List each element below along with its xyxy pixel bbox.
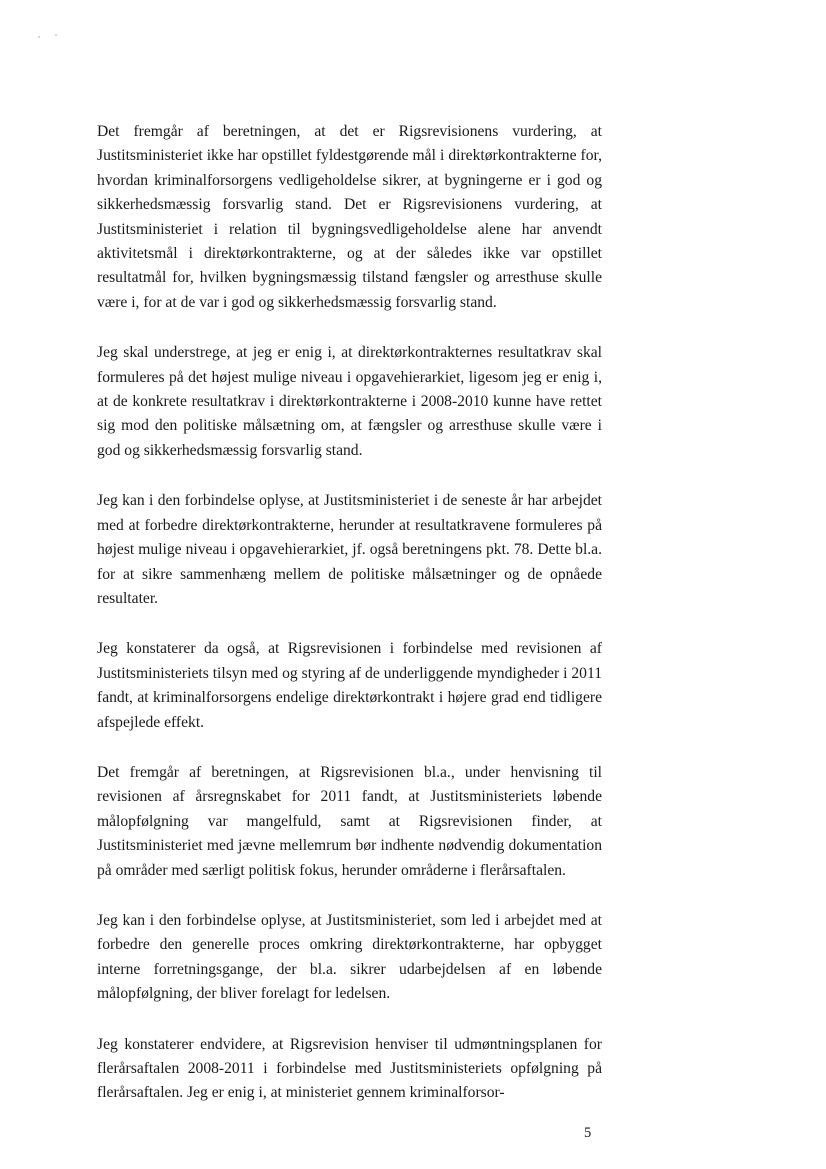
paragraph-2: Jeg skal understrege, at jeg er enig i, at direktørkontrakternes resultatkrav skal formuleres på det højest mulige niveau i opgavehierarkiet, ligesom jeg er enig i, at de konkrete resultatkrav i direktørkontrakterne i 2008-2010 kunne have rettet sig mod den politiske målsætning om, at fængsler og arresthuse skulle være i god og sikkerhedsmæssig forsvarlig stand. <box>97 344 602 459</box>
paragraph-6: Jeg kan i den forbindelse oplyse, at Justitsministeriet, som led i arbejdet med at forbedre den generelle proces omkring direktørkontrakterne, har opbygget interne forretningsgange, der bl.a. sikrer udarbejdelsen af en løbende målopfølgning, der bliver forelagt for ledelsen. <box>97 911 602 1003</box>
paragraph-4: Jeg konstaterer da også, at Rigsrevisionen i forbindelse med revisionen af Justitsministeriets tilsyn med og styring af de underliggende myndigheder i 2011 fandt, at kriminalforsorgens endelige direktørkontrakt i højere grad end tidligere afspejlede effekt. <box>97 640 602 731</box>
paragraph-1: Det fremgår af beretningen, at det er Rigsrevisionens vurdering, at Justitsministeriet ikke har opstillet fyldestgørende mål i direktørkontrakterne for, hvordan kriminalforsorgens vedligeholdelse sikrer, at bygningerne er i god og sikkerhedsmæssig forsvarlig stand. Det er Rigsrevisionens vurdering, at Justitsministeriet i relation til bygningsvedligeholdelse alene har anvendt aktivitetsmål i direktørkontrakterne, og at der således ikke var opstillet resultatmål for, hvilken bygningsmæssig tilstand fængsler og arresthuse skulle være i, for at de var i god og sikkerhedsmæssig forsvarlig stand. <box>97 123 602 311</box>
scan-speck <box>55 34 57 36</box>
body-text <box>97 120 602 1132</box>
paragraph-7: Jeg konstaterer endvidere, at Rigsrevision henviser til udmøntningsplanen for flerårsaftalen 2008-2011 i forbindelse med Justitsministeriets opfølgning på flerårsaftalen. Jeg er enig i, at ministeriet gennem kriminalforsor- <box>97 1035 602 1102</box>
paragraph-3: Jeg kan i den forbindelse oplyse, at Justitsministeriet i de seneste år har arbejdet med at forbedre direktørkontrakterne, herunder at resultatkravene formuleres på højest mulige niveau i opgavehierarkiet, jf. også beretningens pkt. 78. Dette bl.a. for at sikre sammenhæng mellem de politiske målsætninger og de opnåede resultater. <box>97 492 602 607</box>
scan-speck <box>38 36 40 38</box>
page-number: 5 <box>584 1125 592 1141</box>
paragraph-5: Det fremgår af beretningen, at Rigsrevisionen bl.a., under henvisning til revisionen af årsregnskabet for 2011 fandt, at Justitsministeriets løbende målopfølgning var mangelfuld, samt at Rigsrevisionen finder, at Justitsministeriet med jævne mellemrum bør indhente nødvendig dokumentation på områder med særligt politisk fokus, herunder områderne i flerårsaftalen. <box>97 763 602 879</box>
